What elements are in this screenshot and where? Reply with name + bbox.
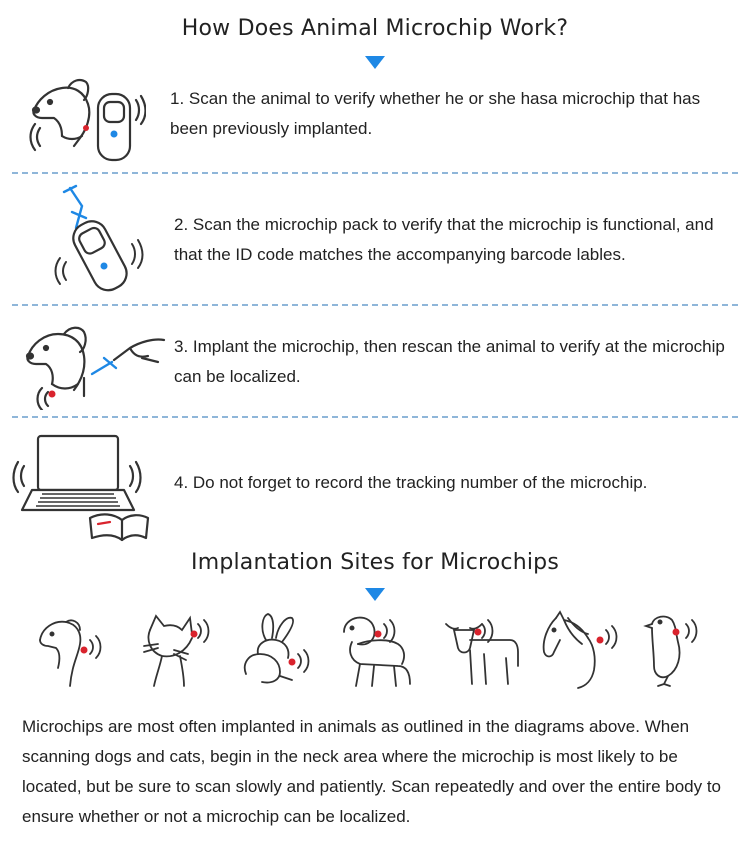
divider-1 (12, 172, 738, 174)
cat-icon (140, 610, 222, 690)
implantation-sites (0, 610, 750, 690)
sites-title: Implantation Sites for Microchips (191, 550, 559, 575)
step-1-text: 1. Scan the animal to verify whether he or she hasa microchip that has been previously implanted. (170, 89, 701, 138)
syringe-scanner-icon (52, 182, 152, 300)
divider-3 (12, 416, 738, 418)
cow-icon (440, 610, 522, 690)
divider-2 (12, 304, 738, 306)
step-2-text: 2. Scan the microchip pack to verify that the microchip is functional, and that the ID code matches the accompanying barcode lables. (174, 215, 714, 264)
how-title: How Does Animal Microchip Work? (181, 16, 569, 41)
dog-scanner-icon (28, 66, 146, 166)
step-4-text: 4. Do not forget to record the tracking number of the microchip. (174, 473, 648, 492)
down-arrow-icon-2 (365, 588, 385, 601)
summary-paragraph: Microchips are most often implanted in animals as outlined in the diagrams above. When scanning dogs and cats, begin in the neck area where the microchip is most likely to be located, but be sure to scan slowly and patiently. Scan repeatedly and over the entire body to ensure whether or not a microchip can be localized. (22, 717, 722, 826)
monkey-icon (338, 610, 424, 690)
dog-injection-icon (22, 318, 172, 410)
step-3 (0, 308, 750, 416)
horse-icon (538, 610, 626, 690)
step-1 (0, 60, 750, 172)
step-3-text: 3. Implant the microchip, then rescan the animal to verify at the microchip can be localized. (174, 337, 725, 386)
laptop-record-icon (10, 432, 150, 544)
step-4 (0, 420, 750, 544)
rabbit-icon (236, 610, 318, 690)
dog-icon (36, 610, 118, 690)
bird-icon (642, 610, 716, 690)
step-2 (0, 176, 750, 304)
